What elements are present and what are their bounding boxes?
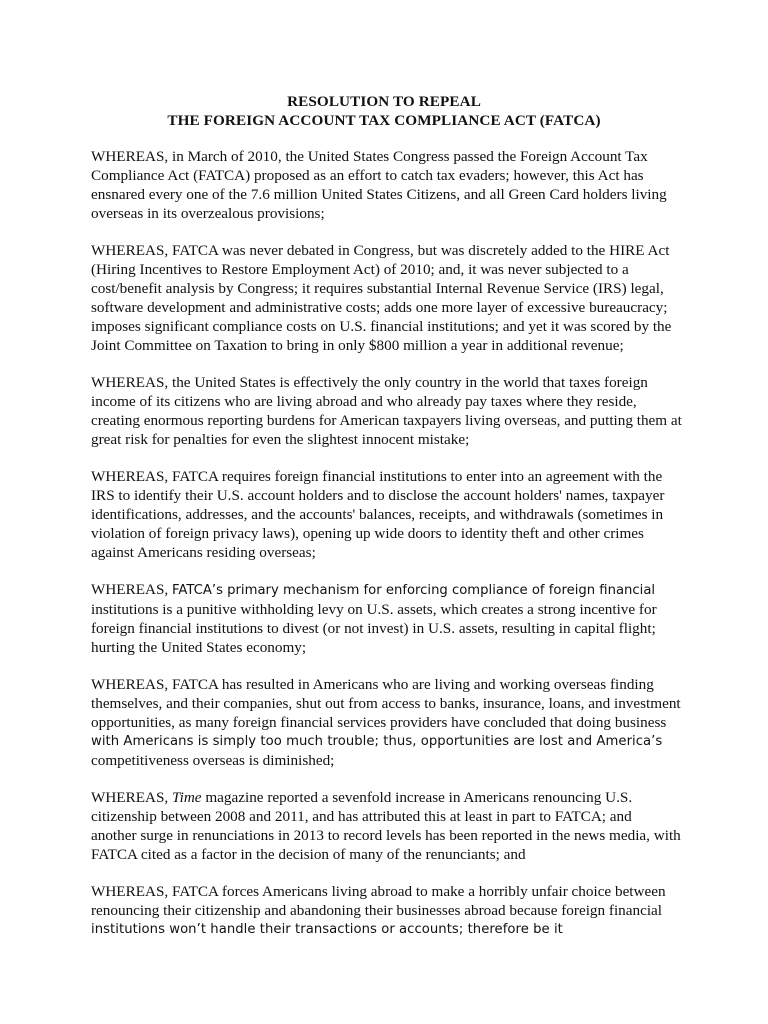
magazine-title: Time <box>172 789 202 806</box>
paragraph-line: institutions is a punitive withholding levy on U.S. assets, which creates a strong incentive for <box>91 601 657 618</box>
paragraph-line: ensnared every one of the 7.6 million United States Citizens, and all Green Card holders living <box>91 186 667 203</box>
whereas-paragraph-6 <box>91 675 681 770</box>
paragraph-line: identifications, addresses, and the accounts' balances, receipts, and withdrawals (sometimes in <box>91 506 664 523</box>
paragraph-line-rest: magazine reported a sevenfold increase in Americans renouncing U.S. <box>201 789 633 806</box>
whereas-paragraph-2 <box>91 241 681 355</box>
paragraph-line: WHEREAS, FATCA forces Americans living abroad to make a horribly unfair choice between <box>91 883 666 900</box>
paragraph-line: overseas in its overzealous provisions; <box>91 205 325 222</box>
paragraph-line: foreign financial institutions to divest (or not invest) in U.S. assets, resulting in capital flight; <box>91 620 656 637</box>
paragraph-line: competitiveness overseas is diminished; <box>91 752 335 769</box>
paragraph-line: WHEREAS, in March of 2010, the United States Congress passed the Foreign Account Tax <box>91 148 648 165</box>
paragraph-line: institutions won’t handle their transactions or accounts; therefore be it <box>91 922 563 937</box>
document-body <box>91 147 681 957</box>
whereas-paragraph-8 <box>91 882 681 939</box>
paragraph-line: cost/benefit analysis by Congress; it requires substantial Internal Revenue Service (IRS) legal, <box>91 280 664 297</box>
paragraph-line-prefix: WHEREAS, <box>91 581 172 598</box>
whereas-paragraph-3 <box>91 373 681 449</box>
paragraph-line: WHEREAS, FATCA requires foreign financial institutions to enter into an agreement with the <box>91 468 663 485</box>
paragraph-line: IRS to identify their U.S. account holders and to disclose the account holders' names, taxpayer <box>91 487 665 504</box>
whereas-paragraph-1 <box>91 147 681 223</box>
paragraph-line: software development and administrative costs; adds one more layer of excessive bureaucracy; <box>91 299 668 316</box>
paragraph-line: another surge in renunciations in 2013 to record levels has been reported in the news media, with <box>91 827 681 844</box>
paragraph-line-prefix: WHEREAS, <box>91 789 172 806</box>
paragraph-line <box>91 788 681 807</box>
whereas-paragraph-5 <box>91 580 681 657</box>
paragraph-line: creating enormous reporting burdens for American taxpayers living overseas, and putting them at <box>91 412 682 429</box>
paragraph-line: WHEREAS, the United States is effectively the only country in the world that taxes foreign <box>91 374 648 391</box>
paragraph-line: renouncing their citizenship and abandoning their businesses abroad because foreign financial <box>91 902 663 919</box>
title-line-2: THE FOREIGN ACCOUNT TAX COMPLIANCE ACT (FATCA) <box>167 112 601 129</box>
paragraph-line: imposes significant compliance costs on U.S. financial institutions; and yet it was scored by the <box>91 318 672 335</box>
title-line-1: RESOLUTION TO REPEAL <box>287 93 481 110</box>
paragraph-line: opportunities, as many foreign financial services providers have concluded that doing business <box>91 714 667 731</box>
paragraph-line: Compliance Act (FATCA) proposed as an effort to catch tax evaders; however, this Act has <box>91 167 644 184</box>
paragraph-line <box>91 580 681 600</box>
paragraph-line: citizenship between 2008 and 2011, and has attributed this at least in part to FATCA; and <box>91 808 632 825</box>
paragraph-line: violation of foreign privacy laws), opening up wide doors to identity theft and other crimes <box>91 525 644 542</box>
paragraph-line: income of its citizens who are living abroad and who already pay taxes where they reside, <box>91 393 637 410</box>
paragraph-line: Joint Committee on Taxation to bring in only $800 million a year in additional revenue; <box>91 337 624 354</box>
paragraph-line: great risk for penalties for even the slightest innocent mistake; <box>91 431 470 448</box>
paragraph-line: FATCA cited as a factor in the decision of many of the renunciants; and <box>91 846 526 863</box>
paragraph-line: themselves, and their companies, shut out from access to banks, insurance, loans, and investment <box>91 695 681 712</box>
paragraph-line: with Americans is simply too much trouble; thus, opportunities are lost and America’s <box>91 734 663 749</box>
paragraph-line: WHEREAS, FATCA was never debated in Congress, but was discretely added to the HIRE Act <box>91 242 670 259</box>
whereas-paragraph-7 <box>91 788 681 864</box>
paragraph-line: (Hiring Incentives to Restore Employment Act) of 2010; and, it was never subjected to a <box>91 261 629 278</box>
paragraph-line: WHEREAS, FATCA has resulted in Americans who are living and working overseas finding <box>91 676 654 693</box>
paragraph-line-rest: FATCA’s primary mechanism for enforcing compliance of foreign financial <box>172 583 656 598</box>
whereas-paragraph-4 <box>91 467 681 562</box>
document-title <box>0 92 768 130</box>
paragraph-line: against Americans residing overseas; <box>91 544 316 561</box>
paragraph-line: hurting the United States economy; <box>91 639 307 656</box>
